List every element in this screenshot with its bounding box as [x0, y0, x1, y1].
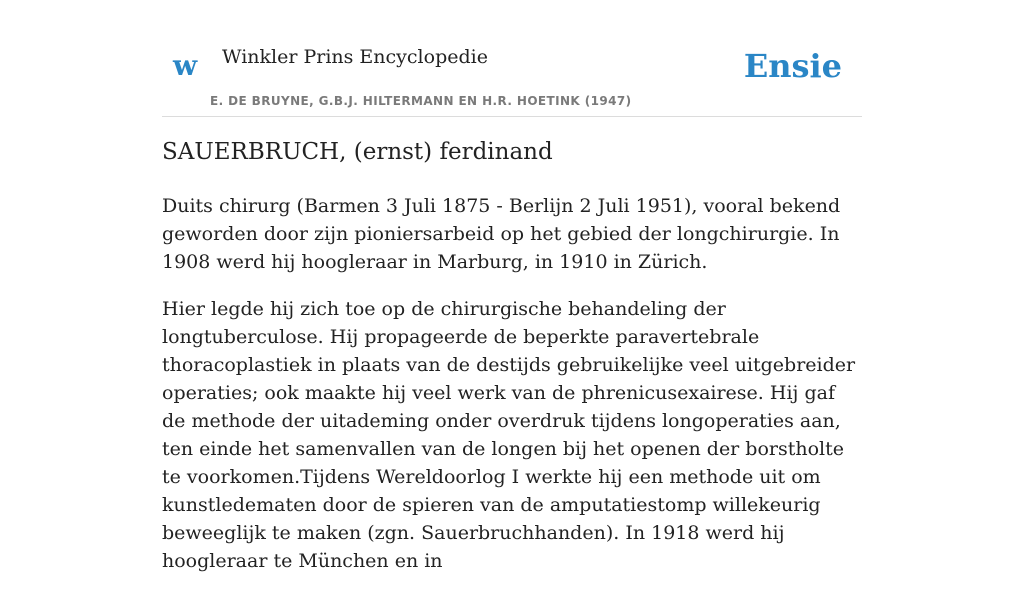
source-title[interactable]: Winkler Prins Encyclopedie [222, 46, 488, 68]
header [162, 0, 862, 117]
article-body [162, 192, 862, 594]
winkler-prins-logo[interactable]: w [173, 49, 198, 82]
article-paragraph: Hier legde hij zich toe op de chirurgische behandeling der longtuberculose. Hij propageerde de beperkte paravertebrale thoracoplastiek in plaats van de destijds gebruikelijke veel uitgebreider operaties; ook maakte hij veel werk van de phrenicusexairese. Hij gaf de methode der uitademing onder overdruk tijdens longoperaties aan, ten einde het samenvallen van de longen bij het openen der borstholte te voorkomen.Tijdens Wereldoorlog I werkte hij een methode uit om kunstledematen door de spieren van de amputatiestomp willekeurig beweeglijk te maken (zgn. Sauerbruchhanden). In 1918 werd hij hoogleraar te München en in [162, 298, 856, 572]
ensie-logo[interactable]: Ensie [743, 47, 842, 85]
page [162, 0, 862, 572]
article-paragraph: Duits chirurg (Barmen 3 Juli 1875 - Berlijn 2 Juli 1951), vooral bekend geworden door zijn pioniersarbeid op het gebied der longchirurgie. In 1908 werd hij hoogleraar in Marburg, in 1910 in Zürich. [162, 195, 841, 273]
article-title: SAUERBRUCH, (ernst) ferdinand [162, 139, 553, 165]
source-authors: E. DE BRUYNE, G.B.J. HILTERMANN EN H.R. HOETINK (1947) [210, 94, 632, 108]
